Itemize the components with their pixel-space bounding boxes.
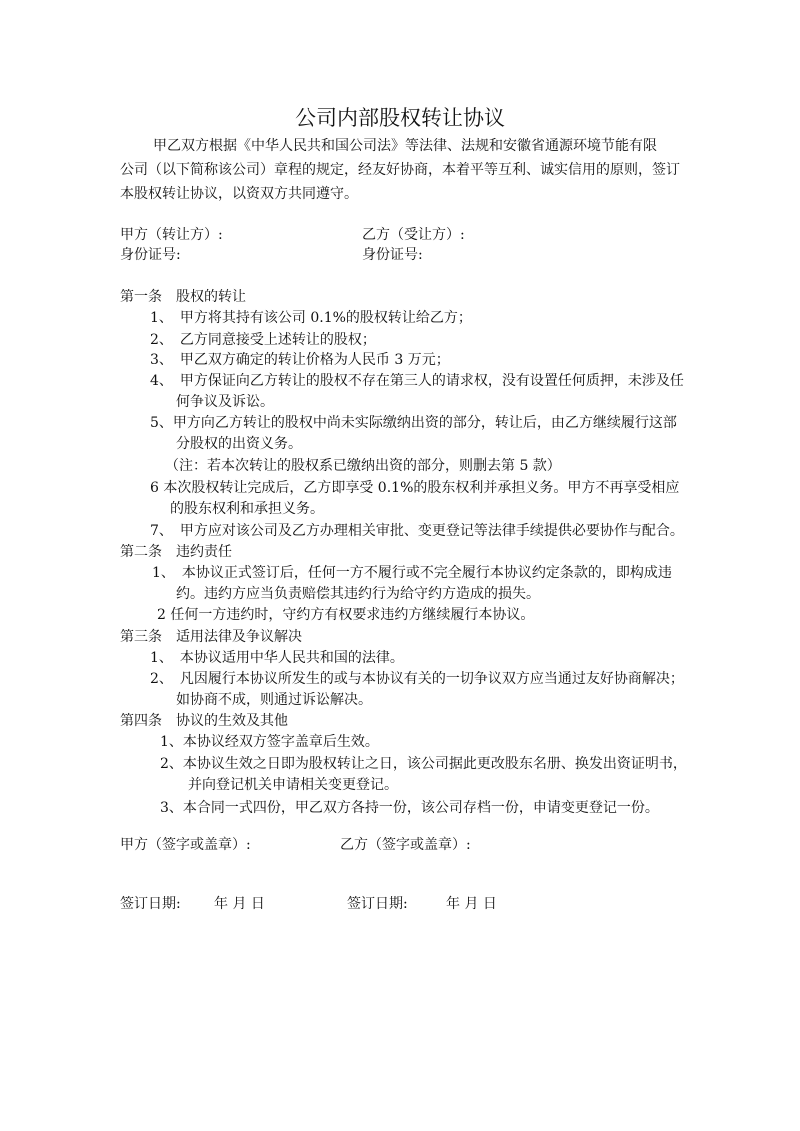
article-heading: 第三条 适用法律及争议解决 [120,629,302,645]
party-a-id-label: 身份证号: [120,247,181,263]
clause-line: 的股东权利和承担义务。 [170,501,324,517]
clause-line: 分股权的出资义务。 [176,436,302,452]
party-b-signature-label: 乙方（签字或盖章）: [340,837,471,853]
preamble-line: 本股权转让协议，以资双方共同遵守。 [120,186,358,202]
clause-line: 1、 本协议正式签订后，任何一方不履行或不完全履行本协议约定条款的，即构成违 [152,565,672,581]
clause-line: 3、 甲乙双方确定的转让价格为人民币 3 万元； [150,352,450,368]
clause-line: 如协商不成，则通过诉讼解决。 [176,692,372,708]
article-heading: 第四条 协议的生效及其他 [120,713,288,729]
signing-date-value-a: 年 月 日 [214,896,265,912]
clause-line: 2 任何一方违约时，守约方有权要求违约方继续履行本协议。 [157,607,535,623]
signing-date-label-b: 签订日期: [347,896,408,912]
preamble-line: 公司（以下简称该公司）章程的规定，经友好协商，本着平等互利、诚实信用的原则，签订 [120,162,680,178]
party-b-id-label: 身份证号: [362,247,423,263]
document-title: 公司内部股权转让协议 [295,106,505,130]
clause-line: 约。违约方应当负责赔偿其违约行为给守约方造成的损失。 [176,586,540,602]
article-heading: 第一条 股权的转让 [120,289,246,305]
clause-line: 何争议及诉讼。 [176,394,274,410]
article-heading: 第二条 违约责任 [120,544,232,560]
clause-note: （注：若本次转让的股权系已缴纳出资的部分，则删去第 5 款） [165,458,561,474]
clause-line: 2、 凡因履行本协议所发生的或与本协议有关的一切争议双方应当通过友好协商解决； [150,671,684,687]
clause-line: 1、本协议经双方签字盖章后生效。 [160,734,379,750]
clause-line: 2、 乙方同意接受上述转让的股权； [150,332,376,348]
party-a-signature-label: 甲方（签字或盖章）: [120,837,251,853]
clause-line: 1、 甲方将其持有该公司 0.1%的股权转让给乙方； [150,310,472,326]
clause-line: 1、 本协议适用中华人民共和国的法律。 [150,650,404,666]
signing-date-value-b: 年 月 日 [446,896,497,912]
clause-line: 7、 甲方应对该公司及乙方办理相关审批、变更登记等法律手续提供必要协作与配合。 [150,523,684,539]
clause-line: 4、 甲方保证向乙方转让的股权不存在第三人的请求权，没有设置任何质押，未涉及任 [150,373,684,389]
party-b-label: 乙方（受让方）: [362,227,465,243]
clause-line: 3、本合同一式四份，甲乙双方各持一份，该公司存档一份，申请变更登记一份。 [160,800,659,816]
clause-line: 2、本协议生效之日即为股权转让之日，该公司据此更改股东名册、换发出资证明书， [160,756,687,772]
preamble-line: 甲乙双方根据《中华人民共和国公司法》等法律、法规和安徽省通源环境节能有限 [153,138,657,154]
clause-line: 6 本次股权转让完成后，乙方即享受 0.1%的股东权利并承担义务。甲方不再享受相应 [150,480,680,496]
signing-date-label-a: 签订日期: [120,896,181,912]
clause-line: 并向登记机关申请相关变更登记。 [188,777,398,793]
clause-line: 5、甲方向乙方转让的股权中尚未实际缴纳出资的部分，转让后，由乙方继续履行这部 [150,415,677,431]
party-a-label: 甲方（转让方）: [120,227,223,243]
